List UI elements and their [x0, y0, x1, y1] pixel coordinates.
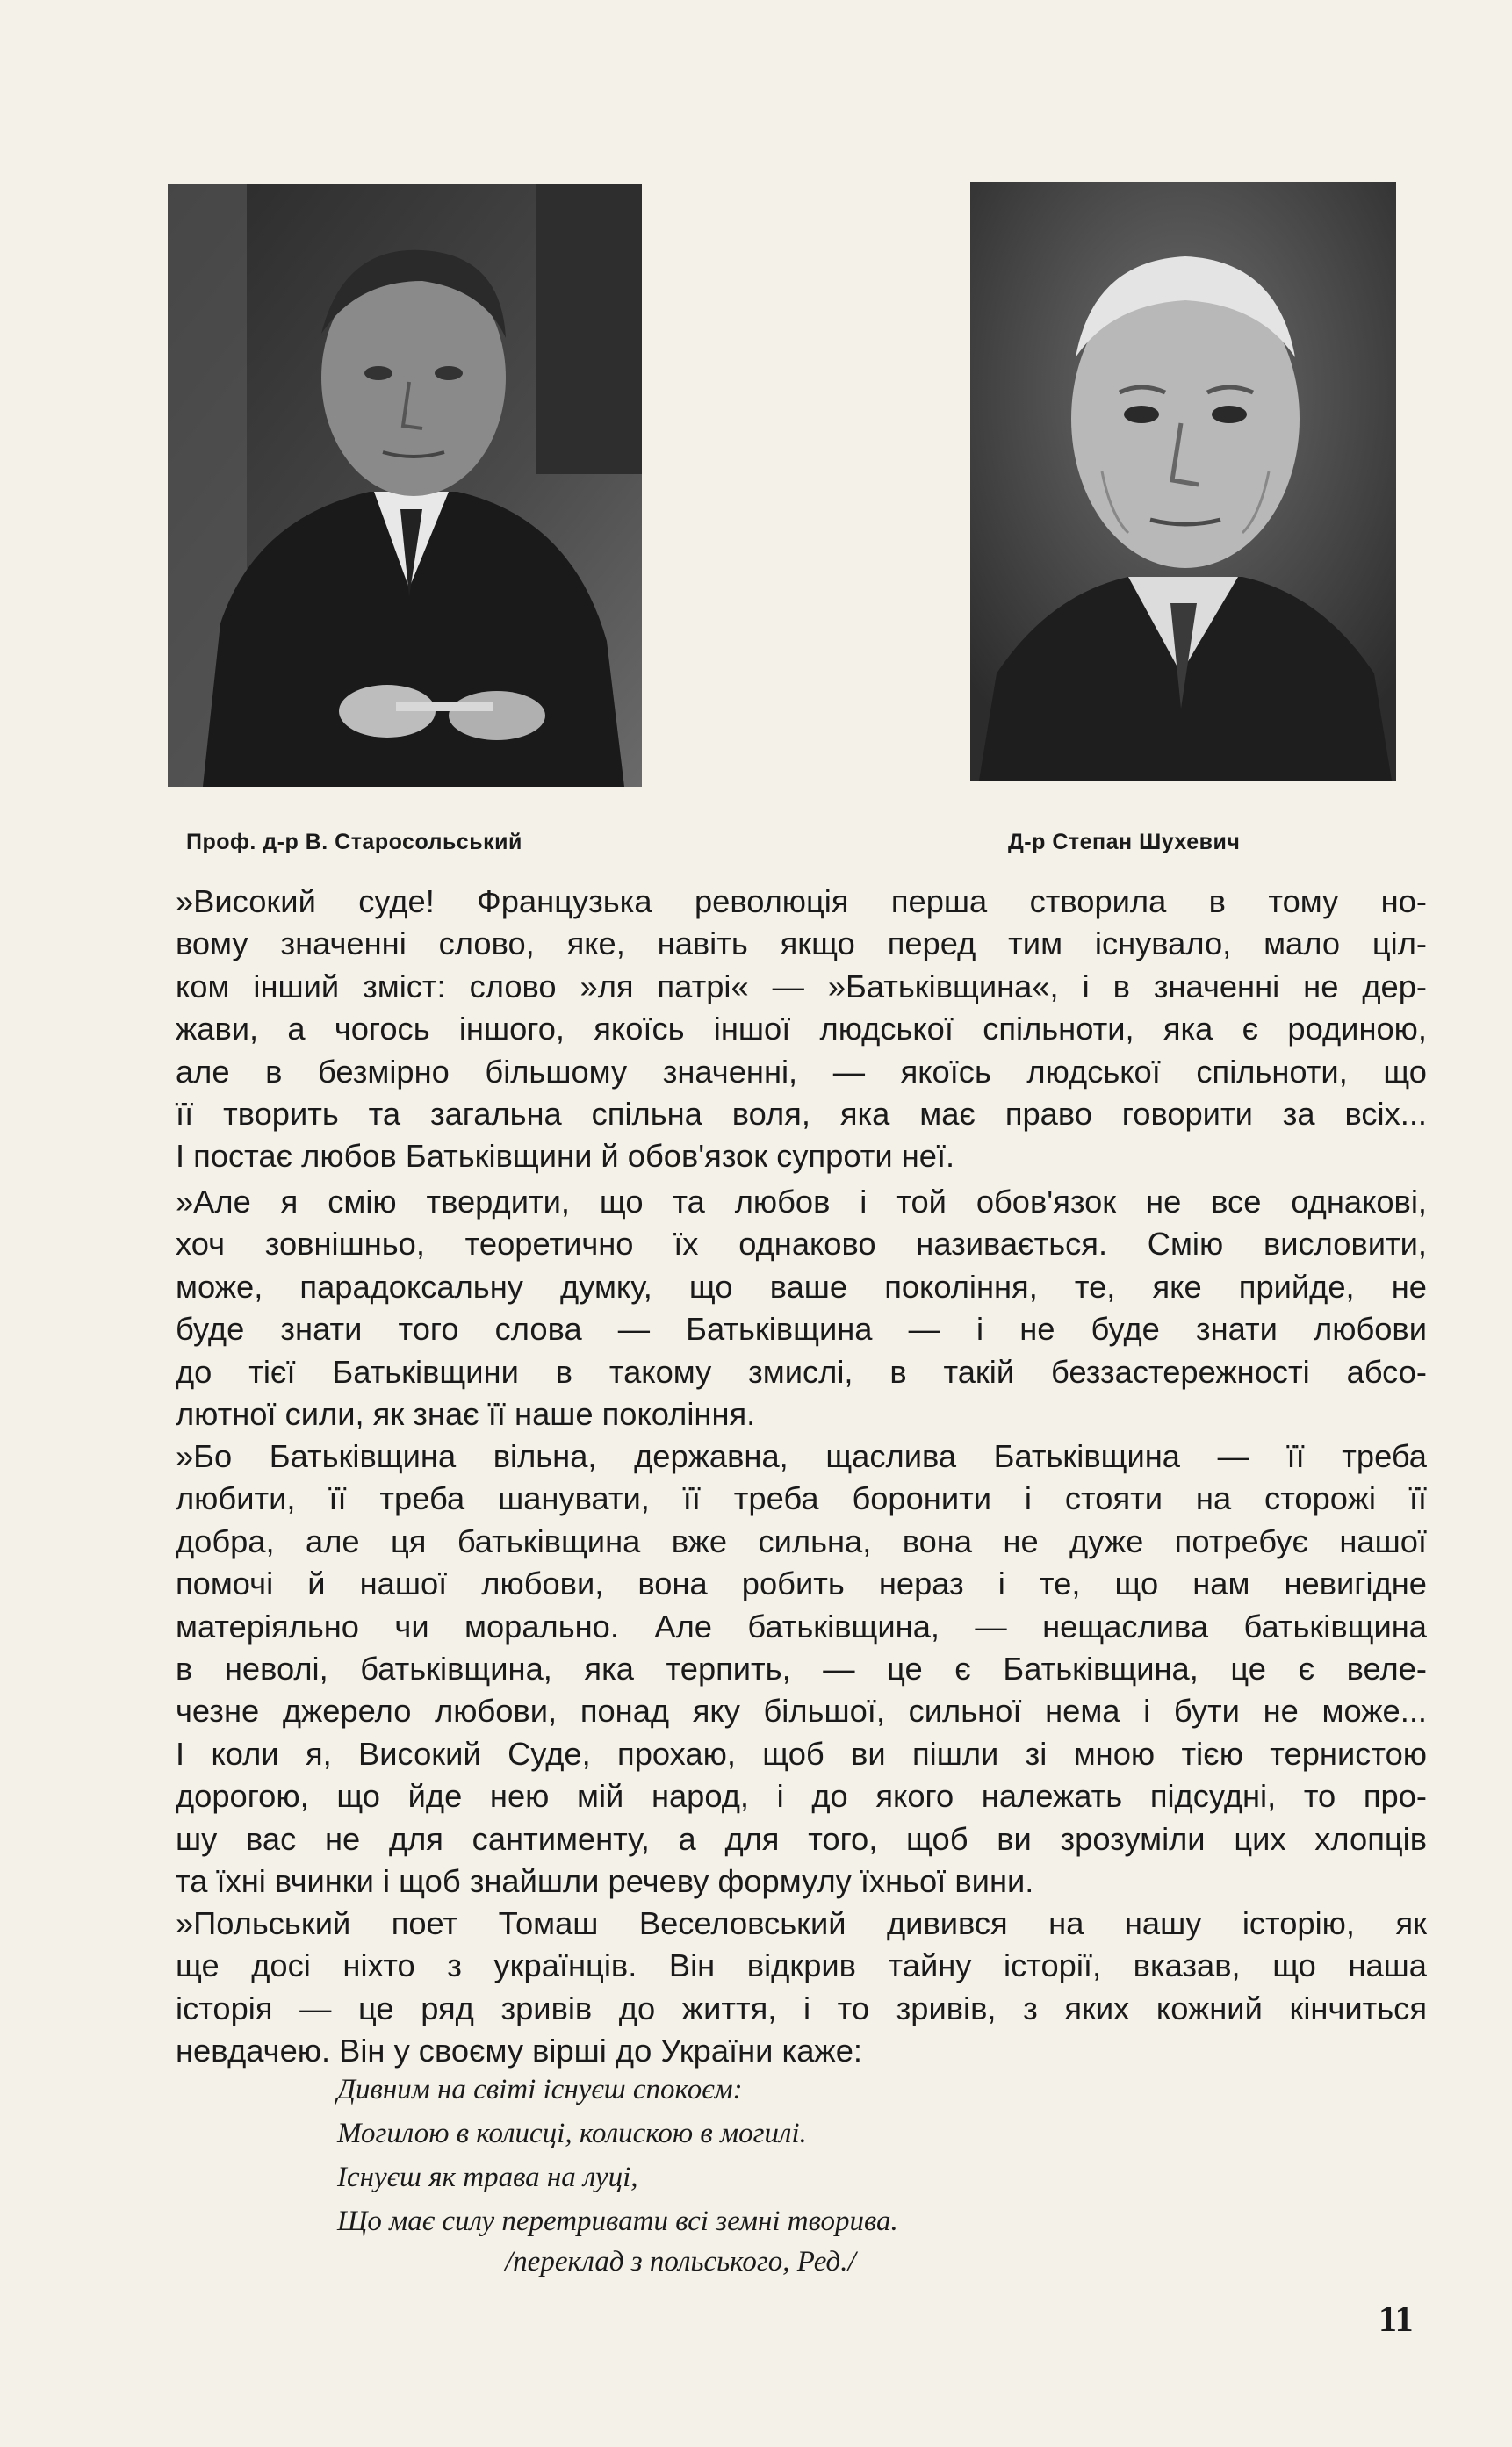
portrait-image: [168, 184, 642, 787]
paragraph-2: [176, 1181, 1427, 1436]
text-line: невдачею. Він у своєму вірші до України каже:: [176, 2033, 862, 2069]
text-line: ком інший зміст: слово »ля патрі« — »Батьківщина«, і в значенні не дер-: [176, 968, 1427, 1004]
text-line: може, парадоксальну думку, що ваше покоління, те, яке прийде, не: [176, 1268, 1427, 1305]
text-line: помочі й нашої любови, вона робить нераз і те, що нам невигідне: [176, 1565, 1427, 1602]
text-line: але в безмірно більшому значенні, — якоїсь людської спільноти, що: [176, 1053, 1427, 1090]
page-number: 11: [1379, 2299, 1414, 2340]
text-line: чезне джерело любови, понад яку більшої, сильної нема і бути не може...: [176, 1693, 1427, 1730]
text-line: буде знати того слова — Батьківщина — і не буде знати любови: [176, 1311, 1427, 1348]
text-line: до тієї Батьківщини в такому змислі, в такій беззастережності абсо-: [176, 1353, 1427, 1390]
text-line: матеріяльно чи морально. Але батьківщина, — нещаслива батьківщина: [176, 1608, 1427, 1645]
text-line: вому значенні слово, яке, навіть якщо перед тим існувало, мало ціл-: [176, 925, 1427, 962]
text-line: »Бо Батьківщина вільна, державна, щаслива Батьківщина — її треба: [176, 1438, 1427, 1474]
text-line: дорогою, що йде нею мій народ, і до якого належать підсудні, то про-: [176, 1778, 1427, 1815]
poem-line: Дивним на світі існуєш спокоєм:: [337, 2074, 743, 2105]
text-line: лютної сили, як знає її наше покоління.: [176, 1396, 756, 1433]
text-line: »Високий суде! Французька революція перша створила в тому но-: [176, 883, 1427, 919]
text-line: хоч зовнішньо, теоретично їх однаково називається. Смію висловити,: [176, 1226, 1427, 1263]
text-line: жави, а чогось іншого, якоїсь іншої людської спільноти, яка є родиною,: [176, 1011, 1427, 1047]
text-line: любити, її треба шанувати, її треба боронити і стояти на сторожі її: [176, 1480, 1427, 1517]
photo-caption-left: Проф. д-р В. Старосольський: [186, 830, 522, 854]
paragraph-3: [176, 1436, 1427, 1903]
text-line: І коли я, Високий Суде, прохаю, щоб ви пішли зі мною тією тернистою: [176, 1735, 1427, 1772]
poem-line: Існуєш як трава на луці,: [337, 2162, 638, 2193]
text-line: І постає любов Батьківщини й обов'язок супроти неї.: [176, 1138, 955, 1175]
paragraph-4: [176, 1903, 1427, 2073]
poem-line: Що має силу перетривати всі земні творива.: [337, 2206, 898, 2237]
text-line: »Польський поет Томаш Веселовський дивився на нашу історію, як: [176, 1905, 1427, 1941]
text-line: ще досі ніхто з українців. Він відкрив тайну історії, вказав, що наша: [176, 1947, 1427, 1984]
portrait-photo-shukhevych: [970, 182, 1396, 781]
text-line: історія — це ряд зривів до життя, і то зривів, з яких кожний кінчиться: [176, 1990, 1427, 2026]
poem-quote: [337, 2068, 898, 2243]
text-line: »Але я смію твердити, що та любов і той обов'язок не все однакові,: [176, 1184, 1427, 1220]
text-line: в неволі, батьківщина, яка терпить, — це є Батьківщина, це є веле-: [176, 1651, 1427, 1688]
portrait-image: [970, 182, 1396, 781]
poem-line: Могилою в колисці, колискою в могилі.: [337, 2118, 807, 2149]
text-line: добра, але ця батьківщина вже сильна, вона не дуже потребує нашої: [176, 1522, 1427, 1559]
text-line: та їхні вчинки і щоб знайшли речеву формулу їхньої вини.: [176, 1863, 1034, 1900]
paragraph-1: [176, 881, 1427, 1178]
translation-note: /переклад з польського, Ред./: [505, 2246, 856, 2278]
photo-caption-right: Д-р Степан Шухевич: [1008, 830, 1241, 854]
text-line: шу вас не для сантименту, а для того, щоб ви зрозуміли цих хлопців: [176, 1820, 1427, 1857]
portrait-photo-starosolsky: [168, 184, 642, 787]
text-line: її творить та загальна спільна воля, яка має право говорити за всіх...: [176, 1096, 1427, 1133]
